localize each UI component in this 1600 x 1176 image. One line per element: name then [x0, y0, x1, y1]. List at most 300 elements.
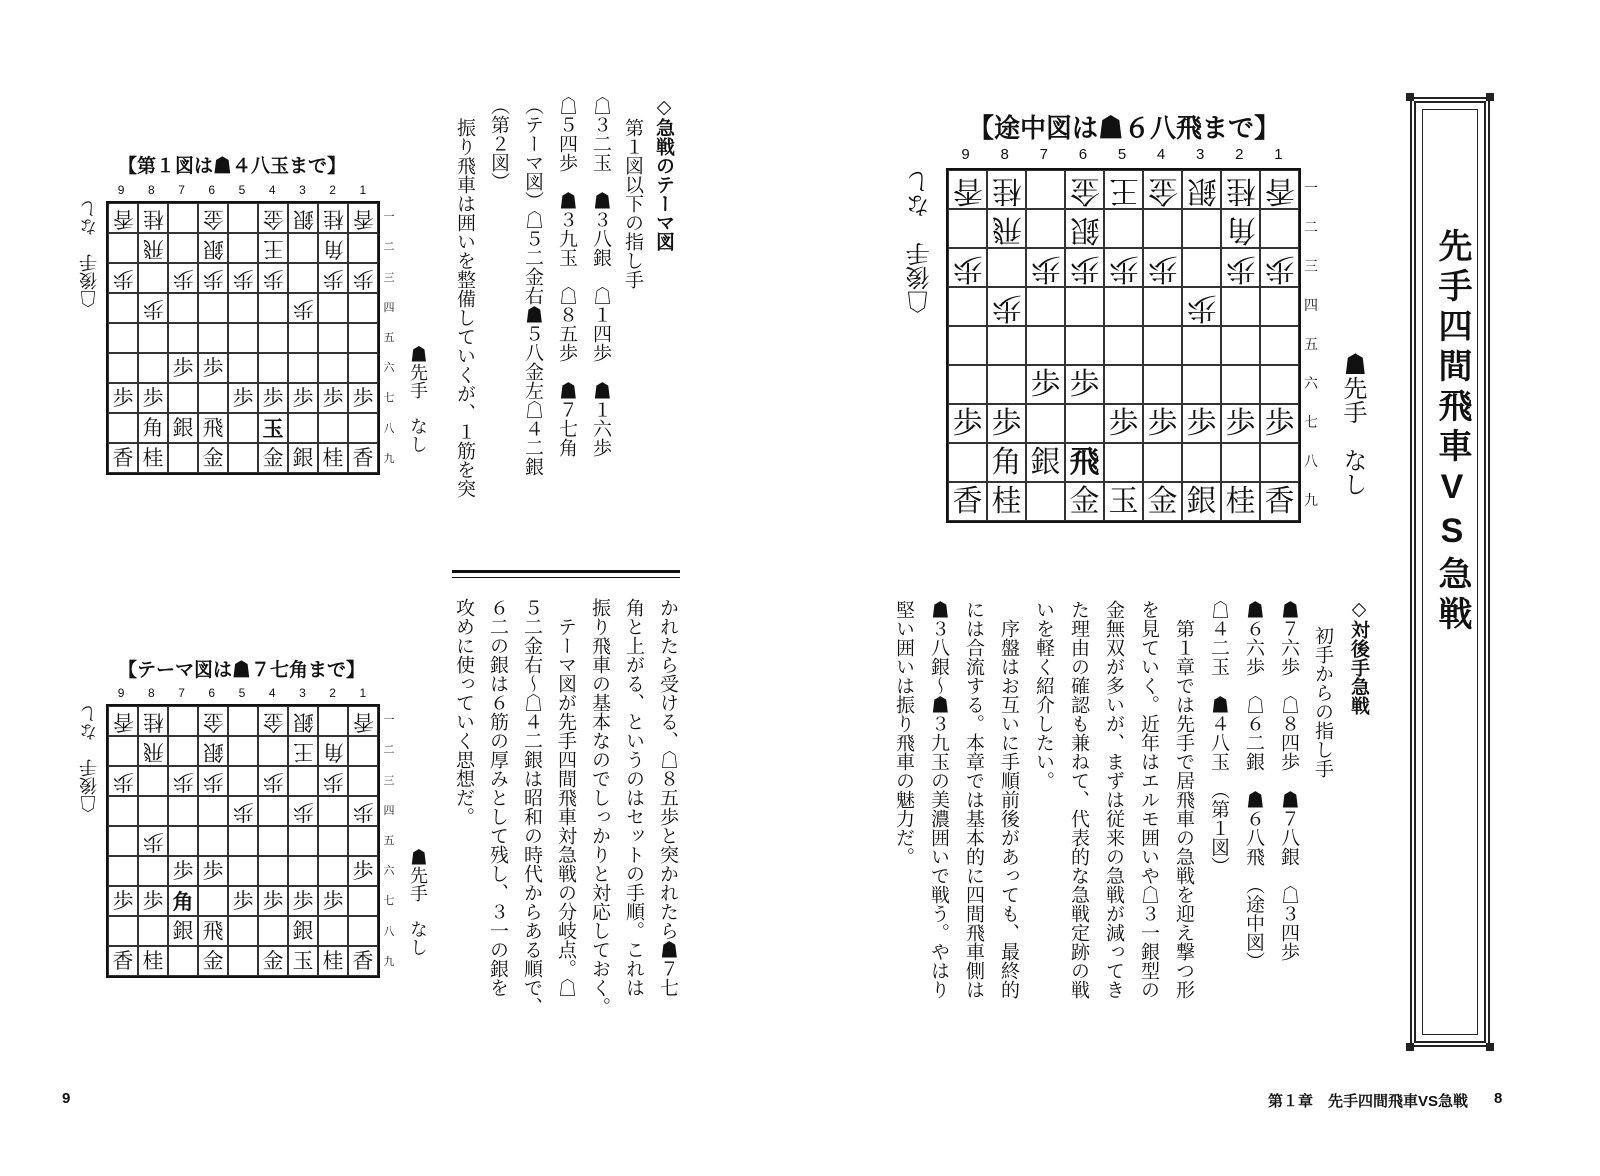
board-square	[138, 383, 168, 413]
board-square	[198, 826, 228, 856]
file-label: 5	[238, 183, 246, 197]
board-square	[318, 383, 348, 413]
shogi-piece: 歩	[112, 385, 134, 410]
shogi-board-dai1zu	[106, 201, 380, 475]
rank-label: 二	[383, 744, 395, 757]
file-label: 7	[178, 686, 185, 700]
board-square	[138, 916, 168, 946]
board-square	[1026, 404, 1065, 443]
shogi-piece: 金	[262, 709, 284, 734]
rank-labels	[380, 201, 398, 473]
shogi-piece: 歩	[172, 266, 194, 291]
board-square	[348, 413, 378, 443]
board-square	[168, 946, 198, 976]
shogi-piece: 歩	[232, 888, 254, 913]
board-square	[1221, 248, 1260, 287]
board-square	[1143, 443, 1182, 482]
board-square	[228, 886, 258, 916]
shogi-piece: 香	[112, 445, 134, 470]
board-square	[198, 766, 228, 796]
move-line: ☗６六歩 ☖６二銀 ☗６八飛 （途中図）	[1243, 600, 1265, 971]
sente-hand: ☗先手 なし	[408, 848, 428, 956]
file-label: 6	[208, 686, 216, 700]
shogi-piece: 桂	[991, 172, 1022, 208]
board-square	[228, 766, 258, 796]
board-square	[1026, 170, 1065, 209]
shogi-piece: 桂	[142, 445, 164, 470]
shogi-board-tochuzu	[946, 168, 1301, 523]
body-line: を見ていく。近年はエルモ囲いや☖３一銀型の	[1138, 600, 1160, 999]
shogi-piece: 香	[112, 206, 134, 231]
board-square	[1143, 326, 1182, 365]
shogi-piece: 銀	[1186, 483, 1217, 519]
board-square	[228, 916, 258, 946]
board-square	[1143, 209, 1182, 248]
board-square	[258, 916, 288, 946]
board-square	[987, 209, 1026, 248]
board-square	[168, 886, 198, 916]
board-square	[168, 856, 198, 886]
shogi-piece: 歩	[322, 266, 344, 291]
board-square	[108, 263, 138, 293]
board-square	[1221, 365, 1260, 404]
board-square	[1026, 248, 1065, 287]
board-square	[987, 170, 1026, 209]
shogi-piece: 歩	[292, 296, 314, 321]
board-square	[318, 293, 348, 323]
board-square	[348, 443, 378, 473]
board-square	[108, 826, 138, 856]
board-square	[948, 287, 987, 326]
board-square	[228, 706, 258, 736]
board-square	[228, 233, 258, 263]
board-square	[288, 233, 318, 263]
shogi-piece: 銀	[202, 236, 224, 261]
board-square	[1065, 443, 1104, 482]
board-square	[258, 323, 288, 353]
shogi-piece: 歩	[952, 405, 983, 441]
board-square	[198, 323, 228, 353]
board-square	[1065, 404, 1104, 443]
shogi-piece: 桂	[142, 948, 164, 973]
board-square	[318, 946, 348, 976]
board-square	[258, 706, 288, 736]
board-square	[138, 233, 168, 263]
board-square	[318, 856, 348, 886]
board-square	[318, 263, 348, 293]
shogi-piece: 歩	[202, 769, 224, 794]
shogi-piece: 金	[1147, 483, 1178, 519]
board-square	[228, 443, 258, 473]
rank-labels	[380, 704, 398, 976]
board-square	[198, 856, 228, 886]
rank-label: 八	[383, 422, 395, 435]
board-square	[318, 826, 348, 856]
board-square	[138, 443, 168, 473]
shogi-piece: 歩	[352, 799, 374, 824]
board-square	[228, 383, 258, 413]
moves-intro: 第１図以下の指し手	[622, 118, 644, 289]
shogi-board-themezu	[106, 704, 380, 978]
board-square	[288, 766, 318, 796]
board-square	[1260, 170, 1299, 209]
board-square	[168, 796, 198, 826]
board-square	[228, 323, 258, 353]
body-line: 堅い囲いは振り飛車の魅力だ。	[893, 600, 915, 866]
file-label: 7	[178, 183, 185, 197]
body-line: 攻めに使っていく思想だ。	[453, 598, 475, 826]
shogi-piece: 歩	[352, 385, 374, 410]
board-square	[288, 916, 318, 946]
board-square	[948, 170, 987, 209]
body-line: ５二金右～☖４二銀は昭和の時代からある順で、	[521, 598, 543, 1016]
board-square	[1182, 209, 1221, 248]
board-square	[138, 796, 168, 826]
section-heading: ◇対後手急戦	[1348, 598, 1370, 715]
board-square	[1065, 287, 1104, 326]
shogi-piece: 香	[952, 172, 983, 208]
board-square	[318, 766, 348, 796]
board-square	[108, 706, 138, 736]
body-line: ☗３八銀～☗３九玉の美濃囲いで戦う。やはり	[928, 600, 950, 999]
board-square	[258, 826, 288, 856]
body-line: には合流する。本章では基本的に四間飛車側は	[963, 600, 985, 999]
board-square	[948, 365, 987, 404]
rank-labels	[1300, 168, 1322, 519]
board-square	[228, 946, 258, 976]
shogi-piece: 金	[1069, 483, 1100, 519]
board-square	[987, 287, 1026, 326]
frame-corner-ornament	[1486, 1043, 1494, 1051]
board-square	[348, 826, 378, 856]
shogi-piece: 銀	[172, 918, 194, 943]
board-square	[1026, 482, 1065, 521]
shogi-piece: 金	[202, 206, 224, 231]
file-label: 8	[147, 183, 155, 197]
board-square	[1221, 443, 1260, 482]
rank-label: 五	[383, 834, 395, 847]
board-square	[1026, 365, 1065, 404]
board-square	[288, 353, 318, 383]
file-labels	[106, 183, 378, 197]
board-square	[1260, 365, 1299, 404]
board-square	[1143, 365, 1182, 404]
board-square	[348, 886, 378, 916]
shogi-piece: 銀	[1030, 444, 1061, 480]
board-square	[348, 856, 378, 886]
file-label: 6	[1078, 146, 1088, 163]
shogi-piece: 歩	[1225, 250, 1256, 286]
move-line: ☖４二玉 ☗４八玉 （第１図）	[1208, 600, 1230, 876]
file-label: 2	[329, 183, 336, 197]
board-square	[318, 323, 348, 353]
shogi-piece: 歩	[172, 858, 194, 883]
shogi-piece: 桂	[1225, 172, 1256, 208]
board-square	[198, 706, 228, 736]
shogi-piece: 歩	[1069, 366, 1100, 402]
shogi-piece: 飛	[1069, 444, 1100, 480]
body-line: 金無双が多いが、まずは従来の急戦が減ってき	[1103, 600, 1125, 999]
sente-hand: ☗先手 なし	[408, 345, 428, 453]
shogi-piece: 歩	[1147, 405, 1178, 441]
file-label: 5	[1117, 146, 1127, 163]
board-square	[1065, 248, 1104, 287]
shogi-piece: 角	[991, 444, 1022, 480]
shogi-piece: 歩	[1069, 250, 1100, 286]
shogi-piece: 飛	[142, 739, 164, 764]
rank-label: 三	[383, 774, 395, 787]
rank-label: 一	[1304, 179, 1318, 196]
board-square	[348, 736, 378, 766]
gote-hand: ☖後手 なし	[79, 200, 99, 308]
file-label: 3	[1196, 146, 1205, 163]
board-square	[108, 856, 138, 886]
board-square	[108, 293, 138, 323]
board-square	[138, 263, 168, 293]
body-line: 第１章では先手で居飛車の急戦を迎え撃つ形	[1173, 600, 1195, 999]
board-square	[1143, 482, 1182, 521]
board-square	[198, 233, 228, 263]
board-square	[198, 946, 228, 976]
file-label: 2	[1235, 146, 1244, 163]
moves-intro: 初手からの指し手	[1312, 626, 1334, 778]
board-square	[1065, 326, 1104, 365]
board-square	[198, 736, 228, 766]
board-square	[198, 383, 228, 413]
board-square	[288, 413, 318, 443]
running-head: 第１章 先手四間飛車VS急戦	[1268, 1093, 1469, 1110]
board-square	[258, 413, 288, 443]
board-square	[168, 766, 198, 796]
shogi-piece: 香	[352, 206, 374, 231]
board-square	[108, 946, 138, 976]
shogi-piece: 角	[1225, 211, 1256, 247]
board-square	[948, 209, 987, 248]
board-square	[348, 233, 378, 263]
board-square	[348, 946, 378, 976]
body-line: ６二の銀は６筋の厚みとして残し、３一の銀を	[487, 598, 509, 997]
board-square	[258, 353, 288, 383]
move-line: （第２図）	[488, 96, 510, 191]
board-square	[348, 323, 378, 353]
board-square	[138, 856, 168, 886]
file-label: 9	[117, 686, 125, 700]
board-square	[228, 796, 258, 826]
board-square	[948, 404, 987, 443]
rank-label: 二	[1304, 218, 1318, 235]
board-square	[168, 383, 198, 413]
board-square	[288, 826, 318, 856]
body-line: かれたら受ける、☖８五歩と突かれたら☗７七	[657, 598, 679, 997]
shogi-piece: 香	[112, 709, 134, 734]
file-labels	[946, 146, 1298, 163]
board-square	[138, 353, 168, 383]
board-square	[948, 482, 987, 521]
shogi-piece: 角	[322, 236, 344, 261]
board-square	[168, 706, 198, 736]
board-square	[348, 766, 378, 796]
shogi-piece: 歩	[262, 385, 284, 410]
board-square	[258, 233, 288, 263]
shogi-piece: 桂	[322, 445, 344, 470]
board-square	[987, 443, 1026, 482]
shogi-piece: 桂	[1225, 483, 1256, 519]
board-square	[288, 886, 318, 916]
board-square	[258, 736, 288, 766]
move-line: （テーマ図）☖５二金右☗５八金左☖４二銀	[522, 96, 544, 476]
board-square	[288, 796, 318, 826]
board-square	[138, 293, 168, 323]
rank-label: 六	[1304, 374, 1318, 391]
file-label: 4	[1156, 146, 1166, 163]
rank-label: 九	[383, 452, 395, 465]
board-square	[987, 248, 1026, 287]
board-square	[288, 706, 318, 736]
board-square	[348, 706, 378, 736]
board-square	[258, 383, 288, 413]
board-square	[168, 263, 198, 293]
rank-label: 七	[383, 895, 395, 908]
board-square	[108, 796, 138, 826]
board-square	[318, 706, 348, 736]
board-square	[288, 263, 318, 293]
shogi-piece: 歩	[991, 405, 1022, 441]
board-square	[228, 353, 258, 383]
file-label: 1	[359, 686, 367, 700]
shogi-piece: 香	[352, 445, 374, 470]
board-square	[987, 482, 1026, 521]
board-square	[1182, 482, 1221, 521]
board-square	[1026, 443, 1065, 482]
board-square	[228, 826, 258, 856]
board-square	[198, 886, 228, 916]
board-square	[348, 353, 378, 383]
body-line: いを軽く紹介したい。	[1033, 600, 1055, 790]
shogi-piece: 銀	[292, 206, 314, 231]
shogi-piece: 王	[292, 739, 314, 764]
body-line: テーマ図が先手四間飛車対急戦の分岐点。☖	[555, 598, 577, 997]
board-square	[1260, 482, 1299, 521]
section-divider	[452, 570, 680, 578]
board-square	[1104, 443, 1143, 482]
shogi-piece: 銀	[292, 709, 314, 734]
board-square	[288, 946, 318, 976]
gote-hand: ☖後手 なし	[79, 705, 99, 813]
shogi-piece: 金	[202, 709, 224, 734]
board-square	[348, 203, 378, 233]
board-square	[108, 353, 138, 383]
board-square	[1026, 287, 1065, 326]
shogi-piece: 歩	[232, 266, 254, 291]
board-square	[1104, 404, 1143, 443]
board-square	[1026, 209, 1065, 248]
rank-label: 四	[1304, 296, 1318, 313]
board-square	[258, 293, 288, 323]
file-label: 9	[117, 183, 125, 197]
board-square	[108, 323, 138, 353]
diagram-caption-themezu: 【テーマ図は☗７七角まで】	[118, 660, 366, 681]
shogi-piece: 金	[262, 206, 284, 231]
move-line: ☗７六歩 ☖８四歩 ☗７八銀 ☖３四歩	[1278, 600, 1300, 961]
board-square	[318, 916, 348, 946]
board-square	[348, 293, 378, 323]
shogi-piece: 歩	[1030, 366, 1061, 402]
board-square	[1065, 170, 1104, 209]
board-square	[1104, 209, 1143, 248]
section-heading: ◇急戦のテーマ図	[653, 96, 675, 251]
move-line: ☖３二玉 ☗３八銀 ☖１四歩 ☗１六歩	[590, 96, 612, 457]
shogi-piece: 香	[1264, 483, 1295, 519]
board-square	[1182, 404, 1221, 443]
shogi-piece: 歩	[1030, 250, 1061, 286]
board-square	[138, 323, 168, 353]
shogi-piece: 飛	[142, 236, 164, 261]
board-square	[258, 946, 288, 976]
board-square	[198, 263, 228, 293]
board-square	[1182, 326, 1221, 365]
gote-hand: ☖後手 なし	[907, 170, 934, 314]
board-square	[1065, 482, 1104, 521]
diagram-caption-tochuzu: 【途中図は☗６八飛まで】	[968, 113, 1281, 143]
board-square	[1221, 170, 1260, 209]
board-square	[318, 203, 348, 233]
shogi-piece: 王	[262, 236, 284, 261]
board-square	[228, 413, 258, 443]
board-square	[138, 946, 168, 976]
board-square	[108, 736, 138, 766]
shogi-piece: 歩	[142, 385, 164, 410]
shogi-piece: 歩	[202, 858, 224, 883]
rank-label: 七	[1304, 413, 1318, 430]
shogi-piece: 歩	[262, 769, 284, 794]
board-square	[228, 293, 258, 323]
board-square	[198, 203, 228, 233]
board-square	[198, 413, 228, 443]
board-square	[1026, 326, 1065, 365]
board-square	[1143, 248, 1182, 287]
board-square	[168, 413, 198, 443]
shogi-piece: 金	[1147, 172, 1178, 208]
rank-label: 六	[383, 865, 395, 878]
board-square	[1260, 326, 1299, 365]
move-line: ☖５四歩 ☗３九玉 ☖８五歩 ☗７七角	[556, 96, 578, 457]
board-square	[1260, 248, 1299, 287]
file-label: 6	[208, 183, 216, 197]
shogi-piece: 歩	[292, 799, 314, 824]
file-label: 1	[359, 183, 367, 197]
board-square	[1260, 404, 1299, 443]
rank-label: 六	[383, 362, 395, 375]
shogi-piece: 歩	[202, 266, 224, 291]
shogi-piece: 歩	[991, 289, 1022, 325]
shogi-piece: 歩	[142, 829, 164, 854]
body-line: 振り飛車は囲いを整備していくが、１筋を突	[454, 118, 476, 498]
shogi-piece: 歩	[172, 769, 194, 794]
shogi-piece: 歩	[1108, 250, 1139, 286]
shogi-piece: 桂	[991, 483, 1022, 519]
shogi-piece: 歩	[1225, 405, 1256, 441]
shogi-piece: 銀	[202, 739, 224, 764]
shogi-piece: 香	[112, 948, 134, 973]
board-square	[1143, 404, 1182, 443]
board-square	[108, 383, 138, 413]
board-square	[168, 916, 198, 946]
rank-label: 八	[383, 925, 395, 938]
board-square	[318, 233, 348, 263]
shogi-piece: 歩	[142, 888, 164, 913]
file-label: 8	[147, 686, 155, 700]
shogi-piece: 香	[952, 483, 983, 519]
